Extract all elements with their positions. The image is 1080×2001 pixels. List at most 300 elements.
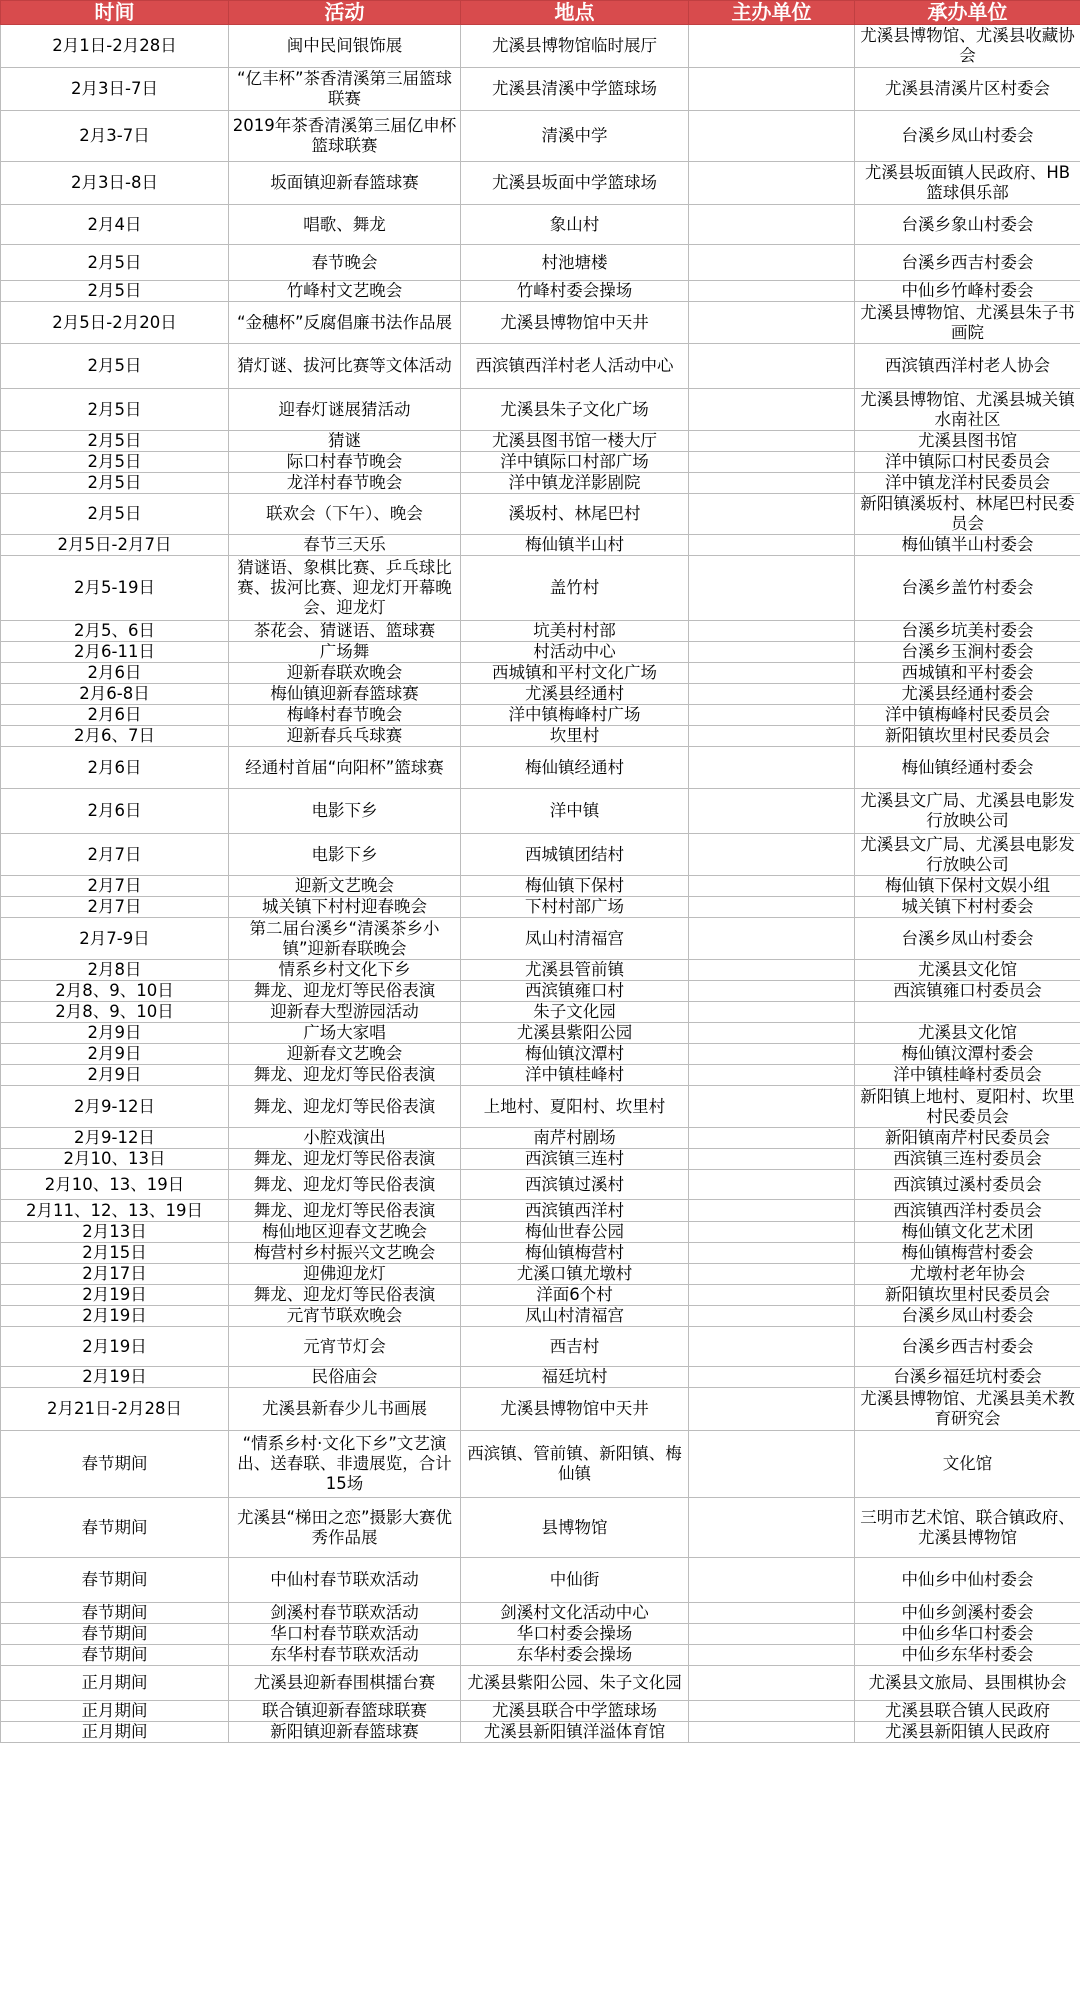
cell-undertaker: 台溪乡盖竹村委会 — [855, 556, 1080, 621]
cell-activity: 茶花会、猜谜语、篮球赛 — [229, 621, 461, 642]
cell-activity: 迎新文艺晚会 — [229, 876, 461, 897]
table-row — [1, 1086, 1080, 1128]
table-row — [1, 68, 1080, 111]
cell-time: 2月7日 — [1, 897, 229, 918]
table-row — [1, 473, 1080, 494]
cell-activity: 剑溪村春节联欢活动 — [229, 1603, 461, 1624]
cell-time: 2月6、7日 — [1, 726, 229, 747]
cell-undertaker: 城关镇下村村委会 — [855, 897, 1080, 918]
cell-activity: 广场舞 — [229, 642, 461, 663]
cell-activity: 坂面镇迎新春篮球赛 — [229, 162, 461, 205]
table-row — [1, 897, 1080, 918]
table-row — [1, 205, 1080, 245]
table-row — [1, 684, 1080, 705]
cell-time: 春节期间 — [1, 1558, 229, 1603]
cell-time: 2月1日-2月28日 — [1, 25, 229, 68]
cell-time: 2月15日 — [1, 1243, 229, 1264]
cell-undertaker: 台溪乡福廷坑村委会 — [855, 1367, 1080, 1388]
cell-organizer — [689, 897, 855, 918]
cell-location: 尤溪县图书馆一楼大厅 — [461, 431, 689, 452]
cell-time: 正月期间 — [1, 1701, 229, 1722]
cell-organizer — [689, 1701, 855, 1722]
cell-time: 2月6日 — [1, 663, 229, 684]
cell-undertaker: 中仙乡东华村委会 — [855, 1645, 1080, 1666]
table-row — [1, 705, 1080, 726]
cell-time: 2月9日 — [1, 1023, 229, 1044]
cell-activity: 梅仙镇迎新春篮球赛 — [229, 684, 461, 705]
cell-undertaker: 尤溪县博物馆、尤溪县收藏协会 — [855, 25, 1080, 68]
cell-undertaker: 文化馆 — [855, 1431, 1080, 1498]
cell-time: 2月8、9、10日 — [1, 1002, 229, 1023]
cell-location: 坑美村村部 — [461, 621, 689, 642]
cell-location: 西滨镇、管前镇、新阳镇、梅仙镇 — [461, 1431, 689, 1498]
cell-undertaker: 尤溪县坂面镇人民政府、HB篮球俱乐部 — [855, 162, 1080, 205]
cell-organizer — [689, 1558, 855, 1603]
cell-location: 尤溪县管前镇 — [461, 960, 689, 981]
cell-undertaker: 台溪乡凤山村委会 — [855, 111, 1080, 162]
cell-undertaker: 尤溪县文化馆 — [855, 1023, 1080, 1044]
table-row — [1, 535, 1080, 556]
cell-organizer — [689, 1388, 855, 1431]
cell-organizer — [689, 1200, 855, 1222]
cell-activity: 春节晚会 — [229, 245, 461, 281]
cell-organizer — [689, 556, 855, 621]
table-row — [1, 1264, 1080, 1285]
cell-location: 上地村、夏阳村、坎里村 — [461, 1086, 689, 1128]
cell-time: 2月7-9日 — [1, 918, 229, 960]
cell-activity: “金穗杯”反腐倡廉书法作品展 — [229, 302, 461, 344]
table-row — [1, 1645, 1080, 1666]
table-row — [1, 1065, 1080, 1086]
cell-time: 2月5日 — [1, 452, 229, 473]
cell-organizer — [689, 1222, 855, 1243]
cell-time: 2月8日 — [1, 960, 229, 981]
cell-location: 坎里村 — [461, 726, 689, 747]
cell-activity: 元宵节灯会 — [229, 1327, 461, 1367]
cell-time: 2月9日 — [1, 1044, 229, 1065]
cell-location: 县博物馆 — [461, 1498, 689, 1558]
cell-activity: 联合镇迎新春篮球联赛 — [229, 1701, 461, 1722]
cell-location: 华口村委会操场 — [461, 1624, 689, 1645]
table-row — [1, 663, 1080, 684]
cell-organizer — [689, 535, 855, 556]
header-organizer: 主办单位 — [689, 1, 855, 25]
cell-undertaker: 台溪乡凤山村委会 — [855, 1306, 1080, 1327]
cell-undertaker: 梅仙镇文化艺术团 — [855, 1222, 1080, 1243]
cell-undertaker: 尤墩村老年协会 — [855, 1264, 1080, 1285]
table-row — [1, 1285, 1080, 1306]
cell-time: 2月3日-7日 — [1, 68, 229, 111]
table-row — [1, 1388, 1080, 1431]
cell-location: 尤溪县博物馆中天井 — [461, 302, 689, 344]
cell-organizer — [689, 1065, 855, 1086]
cell-undertaker: 西城镇和平村委会 — [855, 663, 1080, 684]
cell-time: 2月5日 — [1, 494, 229, 535]
cell-location: 剑溪村文化活动中心 — [461, 1603, 689, 1624]
cell-undertaker: 梅仙镇经通村委会 — [855, 747, 1080, 789]
cell-organizer — [689, 1306, 855, 1327]
cell-activity: 2019年茶香清溪第三届亿申杯篮球联赛 — [229, 111, 461, 162]
cell-time: 2月5日 — [1, 245, 229, 281]
cell-time: 春节期间 — [1, 1431, 229, 1498]
table-row — [1, 1603, 1080, 1624]
cell-location: 西城镇团结村 — [461, 834, 689, 876]
cell-activity: 尤溪县“梯田之恋”摄影大赛优秀作品展 — [229, 1498, 461, 1558]
cell-location: 南芹村剧场 — [461, 1128, 689, 1149]
cell-activity: “亿丰杯”茶香清溪第三届篮球联赛 — [229, 68, 461, 111]
cell-undertaker: 新阳镇南芹村民委员会 — [855, 1128, 1080, 1149]
table-row — [1, 1002, 1080, 1023]
header-location: 地点 — [461, 1, 689, 25]
cell-location: 福廷坑村 — [461, 1367, 689, 1388]
cell-location: 象山村 — [461, 205, 689, 245]
cell-organizer — [689, 1086, 855, 1128]
header-undertaker: 承办单位 — [855, 1, 1080, 25]
cell-location: 西滨镇西洋村老人活动中心 — [461, 344, 689, 389]
table-row — [1, 281, 1080, 302]
cell-location: 西滨镇三连村 — [461, 1149, 689, 1170]
header-row — [1, 1, 1080, 25]
cell-activity: 元宵节联欢晚会 — [229, 1306, 461, 1327]
cell-time: 2月10、13、19日 — [1, 1170, 229, 1200]
cell-undertaker: 中仙乡竹峰村委会 — [855, 281, 1080, 302]
cell-activity: 闽中民间银饰展 — [229, 25, 461, 68]
cell-undertaker: 尤溪县文广局、尤溪县电影发行放映公司 — [855, 789, 1080, 834]
cell-time: 春节期间 — [1, 1603, 229, 1624]
cell-organizer — [689, 245, 855, 281]
cell-organizer — [689, 1327, 855, 1367]
cell-location: 尤溪县朱子文化广场 — [461, 389, 689, 431]
table-body — [1, 25, 1080, 1743]
cell-activity: 电影下乡 — [229, 789, 461, 834]
cell-activity: 迎新春大型游园活动 — [229, 1002, 461, 1023]
table-row — [1, 389, 1080, 431]
cell-time: 2月19日 — [1, 1367, 229, 1388]
cell-organizer — [689, 1285, 855, 1306]
cell-activity: 小腔戏演出 — [229, 1128, 461, 1149]
cell-activity: 梅仙地区迎春文艺晚会 — [229, 1222, 461, 1243]
cell-organizer — [689, 747, 855, 789]
cell-organizer — [689, 25, 855, 68]
cell-undertaker: 中仙乡华口村委会 — [855, 1624, 1080, 1645]
cell-activity: “情系乡村·文化下乡”文艺演出、送春联、非遗展览，合计15场 — [229, 1431, 461, 1498]
cell-location: 洋中镇 — [461, 789, 689, 834]
cell-location: 尤溪县紫阳公园 — [461, 1023, 689, 1044]
cell-activity: 城关镇下村村迎春晚会 — [229, 897, 461, 918]
cell-undertaker: 洋中镇龙洋村民委员会 — [855, 473, 1080, 494]
cell-organizer — [689, 111, 855, 162]
cell-undertaker: 三明市艺术馆、联合镇政府、尤溪县博物馆 — [855, 1498, 1080, 1558]
cell-organizer — [689, 1044, 855, 1065]
cell-location: 梅仙镇经通村 — [461, 747, 689, 789]
cell-undertaker: 梅仙镇梅营村委会 — [855, 1243, 1080, 1264]
cell-organizer — [689, 389, 855, 431]
cell-activity: 联欢会（下午）、晚会 — [229, 494, 461, 535]
cell-undertaker: 尤溪县文旅局、县围棋协会 — [855, 1666, 1080, 1701]
cell-activity: 舞龙、迎龙灯等民俗表演 — [229, 1065, 461, 1086]
cell-organizer — [689, 1431, 855, 1498]
cell-undertaker: 尤溪县博物馆、尤溪县美术教育研究会 — [855, 1388, 1080, 1431]
cell-undertaker: 洋中镇际口村民委员会 — [855, 452, 1080, 473]
cell-time: 2月7日 — [1, 876, 229, 897]
cell-undertaker: 台溪乡象山村委会 — [855, 205, 1080, 245]
table-row — [1, 918, 1080, 960]
cell-time: 2月11、12、13、19日 — [1, 1200, 229, 1222]
cell-activity: 春节三天乐 — [229, 535, 461, 556]
table-row — [1, 162, 1080, 205]
cell-organizer — [689, 684, 855, 705]
table-row — [1, 621, 1080, 642]
cell-undertaker: 西滨镇西洋村老人协会 — [855, 344, 1080, 389]
cell-location: 洋面6个村 — [461, 1285, 689, 1306]
cell-activity: 舞龙、迎龙灯等民俗表演 — [229, 1200, 461, 1222]
cell-location: 下村村部广场 — [461, 897, 689, 918]
cell-organizer — [689, 68, 855, 111]
table-row — [1, 642, 1080, 663]
cell-activity: 迎春灯谜展猜活动 — [229, 389, 461, 431]
cell-time: 2月19日 — [1, 1285, 229, 1306]
cell-organizer — [689, 789, 855, 834]
cell-undertaker: 尤溪县博物馆、尤溪县朱子书画院 — [855, 302, 1080, 344]
table-row — [1, 1701, 1080, 1722]
cell-activity: 舞龙、迎龙灯等民俗表演 — [229, 1285, 461, 1306]
cell-undertaker: 洋中镇桂峰村委员会 — [855, 1065, 1080, 1086]
cell-undertaker: 台溪乡坑美村委会 — [855, 621, 1080, 642]
cell-undertaker: 西滨镇西洋村委员会 — [855, 1200, 1080, 1222]
cell-organizer — [689, 162, 855, 205]
cell-location: 尤溪县博物馆临时展厅 — [461, 25, 689, 68]
cell-activity: 舞龙、迎龙灯等民俗表演 — [229, 1086, 461, 1128]
cell-activity: 中仙村春节联欢活动 — [229, 1558, 461, 1603]
cell-activity: 尤溪县新春少儿书画展 — [229, 1388, 461, 1431]
cell-time: 2月5日 — [1, 473, 229, 494]
table-row — [1, 111, 1080, 162]
table-row — [1, 1327, 1080, 1367]
cell-time: 2月4日 — [1, 205, 229, 245]
table-row — [1, 981, 1080, 1002]
cell-activity: 梅峰村春节晚会 — [229, 705, 461, 726]
cell-undertaker: 尤溪县文化馆 — [855, 960, 1080, 981]
cell-activity: 华口村春节联欢活动 — [229, 1624, 461, 1645]
cell-undertaker: 台溪乡玉涧村委会 — [855, 642, 1080, 663]
cell-activity: 经通村首届“向阳杯”篮球赛 — [229, 747, 461, 789]
cell-organizer — [689, 452, 855, 473]
cell-location: 尤溪县清溪中学篮球场 — [461, 68, 689, 111]
cell-organizer — [689, 1170, 855, 1200]
cell-location: 梅仙世春公园 — [461, 1222, 689, 1243]
cell-organizer — [689, 1128, 855, 1149]
cell-time: 2月9-12日 — [1, 1086, 229, 1128]
table-row — [1, 452, 1080, 473]
cell-organizer — [689, 621, 855, 642]
cell-activity: 猜谜 — [229, 431, 461, 452]
table-row — [1, 747, 1080, 789]
cell-activity: 迎新春联欢晚会 — [229, 663, 461, 684]
cell-activity: 猜灯谜、拔河比赛等文体活动 — [229, 344, 461, 389]
table-row — [1, 960, 1080, 981]
cell-organizer — [689, 1624, 855, 1645]
cell-undertaker: 梅仙镇半山村委会 — [855, 535, 1080, 556]
cell-undertaker: 西滨镇三连村委员会 — [855, 1149, 1080, 1170]
cell-activity: 广场大家唱 — [229, 1023, 461, 1044]
cell-activity: 电影下乡 — [229, 834, 461, 876]
cell-location: 尤溪县紫阳公园、朱子文化园 — [461, 1666, 689, 1701]
cell-time: 2月6日 — [1, 705, 229, 726]
cell-location: 尤溪口镇尤墩村 — [461, 1264, 689, 1285]
cell-location: 梅仙镇半山村 — [461, 535, 689, 556]
cell-organizer — [689, 663, 855, 684]
table-row — [1, 1431, 1080, 1498]
cell-organizer — [689, 1645, 855, 1666]
cell-location: 凤山村清福宫 — [461, 1306, 689, 1327]
table-row — [1, 1498, 1080, 1558]
cell-undertaker: 尤溪县联合镇人民政府 — [855, 1701, 1080, 1722]
cell-organizer — [689, 1023, 855, 1044]
cell-time: 2月5日 — [1, 431, 229, 452]
cell-organizer — [689, 344, 855, 389]
cell-location: 东华村委会操场 — [461, 1645, 689, 1666]
table-row — [1, 726, 1080, 747]
cell-time: 2月9日 — [1, 1065, 229, 1086]
cell-time: 2月9-12日 — [1, 1128, 229, 1149]
cell-location: 西城镇和平村文化广场 — [461, 663, 689, 684]
cell-activity: 情系乡村文化下乡 — [229, 960, 461, 981]
cell-location: 西吉村 — [461, 1327, 689, 1367]
table-row — [1, 25, 1080, 68]
cell-activity: 迎佛迎龙灯 — [229, 1264, 461, 1285]
cell-organizer — [689, 494, 855, 535]
cell-time: 2月8、9、10日 — [1, 981, 229, 1002]
cell-time: 2月10、13日 — [1, 1149, 229, 1170]
cell-activity: 新阳镇迎新春篮球赛 — [229, 1722, 461, 1743]
table-row — [1, 1149, 1080, 1170]
cell-time: 2月19日 — [1, 1327, 229, 1367]
cell-activity: 舞龙、迎龙灯等民俗表演 — [229, 1170, 461, 1200]
cell-location: 村池塘楼 — [461, 245, 689, 281]
cell-organizer — [689, 960, 855, 981]
table-row — [1, 834, 1080, 876]
cell-time: 2月17日 — [1, 1264, 229, 1285]
cell-time: 2月3-7日 — [1, 111, 229, 162]
table-row — [1, 1243, 1080, 1264]
cell-organizer — [689, 642, 855, 663]
cell-location: 西滨镇过溪村 — [461, 1170, 689, 1200]
cell-location: 盖竹村 — [461, 556, 689, 621]
cell-undertaker: 尤溪县经通村委会 — [855, 684, 1080, 705]
cell-activity: 尤溪县迎新春围棋擂台赛 — [229, 1666, 461, 1701]
cell-organizer — [689, 1002, 855, 1023]
table-row — [1, 1666, 1080, 1701]
cell-undertaker: 中仙乡中仙村委会 — [855, 1558, 1080, 1603]
cell-location: 中仙街 — [461, 1558, 689, 1603]
cell-location: 尤溪县坂面中学篮球场 — [461, 162, 689, 205]
cell-time: 2月13日 — [1, 1222, 229, 1243]
header-time: 时间 — [1, 1, 229, 25]
cell-organizer — [689, 726, 855, 747]
table-row — [1, 1624, 1080, 1645]
table-row — [1, 1044, 1080, 1065]
table-row — [1, 245, 1080, 281]
cell-organizer — [689, 876, 855, 897]
cell-location: 尤溪县博物馆中天井 — [461, 1388, 689, 1431]
table-row — [1, 789, 1080, 834]
cell-location: 梅仙镇下保村 — [461, 876, 689, 897]
cell-time: 正月期间 — [1, 1666, 229, 1701]
cell-time: 2月5日-2月20日 — [1, 302, 229, 344]
cell-location: 尤溪县新阳镇洋溢体育馆 — [461, 1722, 689, 1743]
cell-undertaker: 尤溪县图书馆 — [855, 431, 1080, 452]
cell-undertaker — [855, 1002, 1080, 1023]
cell-organizer — [689, 705, 855, 726]
table-row — [1, 344, 1080, 389]
cell-time: 2月5日-2月7日 — [1, 535, 229, 556]
cell-time: 2月6-11日 — [1, 642, 229, 663]
cell-location: 村活动中心 — [461, 642, 689, 663]
table-row — [1, 556, 1080, 621]
table-row — [1, 876, 1080, 897]
cell-time: 2月19日 — [1, 1306, 229, 1327]
cell-organizer — [689, 1264, 855, 1285]
table-row — [1, 1170, 1080, 1200]
cell-activity: 第二届台溪乡“清溪茶乡小镇”迎新春联晚会 — [229, 918, 461, 960]
cell-undertaker: 新阳镇溪坂村、林尾巴村民委员会 — [855, 494, 1080, 535]
cell-undertaker: 新阳镇坎里村民委员会 — [855, 1285, 1080, 1306]
cell-time: 2月6-8日 — [1, 684, 229, 705]
cell-location: 尤溪县经通村 — [461, 684, 689, 705]
cell-time: 春节期间 — [1, 1498, 229, 1558]
cell-time: 2月5日 — [1, 389, 229, 431]
cell-time: 正月期间 — [1, 1722, 229, 1743]
table-row — [1, 1306, 1080, 1327]
cell-location: 洋中镇梅峰村广场 — [461, 705, 689, 726]
cell-organizer — [689, 473, 855, 494]
cell-organizer — [689, 1722, 855, 1743]
cell-undertaker: 新阳镇上地村、夏阳村、坎里村民委员会 — [855, 1086, 1080, 1128]
cell-undertaker: 中仙乡剑溪村委会 — [855, 1603, 1080, 1624]
cell-organizer — [689, 981, 855, 1002]
cell-activity: 舞龙、迎龙灯等民俗表演 — [229, 981, 461, 1002]
cell-location: 竹峰村委会操场 — [461, 281, 689, 302]
cell-undertaker: 尤溪县清溪片区村委会 — [855, 68, 1080, 111]
cell-activity: 猜谜语、象棋比赛、乒乓球比赛、拔河比赛、迎龙灯开幕晚会、迎龙灯 — [229, 556, 461, 621]
cell-time: 春节期间 — [1, 1645, 229, 1666]
cell-undertaker: 台溪乡西吉村委会 — [855, 245, 1080, 281]
table-row — [1, 1222, 1080, 1243]
cell-organizer — [689, 205, 855, 245]
cell-location: 梅仙镇汶潭村 — [461, 1044, 689, 1065]
cell-location: 洋中镇桂峰村 — [461, 1065, 689, 1086]
cell-organizer — [689, 1243, 855, 1264]
cell-activity: 舞龙、迎龙灯等民俗表演 — [229, 1149, 461, 1170]
cell-activity: 梅营村乡村振兴文艺晚会 — [229, 1243, 461, 1264]
cell-activity: 迎新春兵乓球赛 — [229, 726, 461, 747]
cell-time: 2月6日 — [1, 747, 229, 789]
cell-time: 2月5-19日 — [1, 556, 229, 621]
table-row — [1, 1200, 1080, 1222]
cell-organizer — [689, 281, 855, 302]
cell-undertaker: 尤溪县博物馆、尤溪县城关镇水南社区 — [855, 389, 1080, 431]
cell-undertaker: 台溪乡西吉村委会 — [855, 1327, 1080, 1367]
cell-organizer — [689, 1498, 855, 1558]
cell-undertaker: 尤溪县文广局、尤溪县电影发行放映公司 — [855, 834, 1080, 876]
cell-organizer — [689, 834, 855, 876]
cell-time: 2月6日 — [1, 789, 229, 834]
cell-location: 清溪中学 — [461, 111, 689, 162]
cell-undertaker: 尤溪县新阳镇人民政府 — [855, 1722, 1080, 1743]
cell-undertaker: 洋中镇梅峰村民委员会 — [855, 705, 1080, 726]
cell-location: 西滨镇西洋村 — [461, 1200, 689, 1222]
cell-undertaker: 西滨镇过溪村委员会 — [855, 1170, 1080, 1200]
